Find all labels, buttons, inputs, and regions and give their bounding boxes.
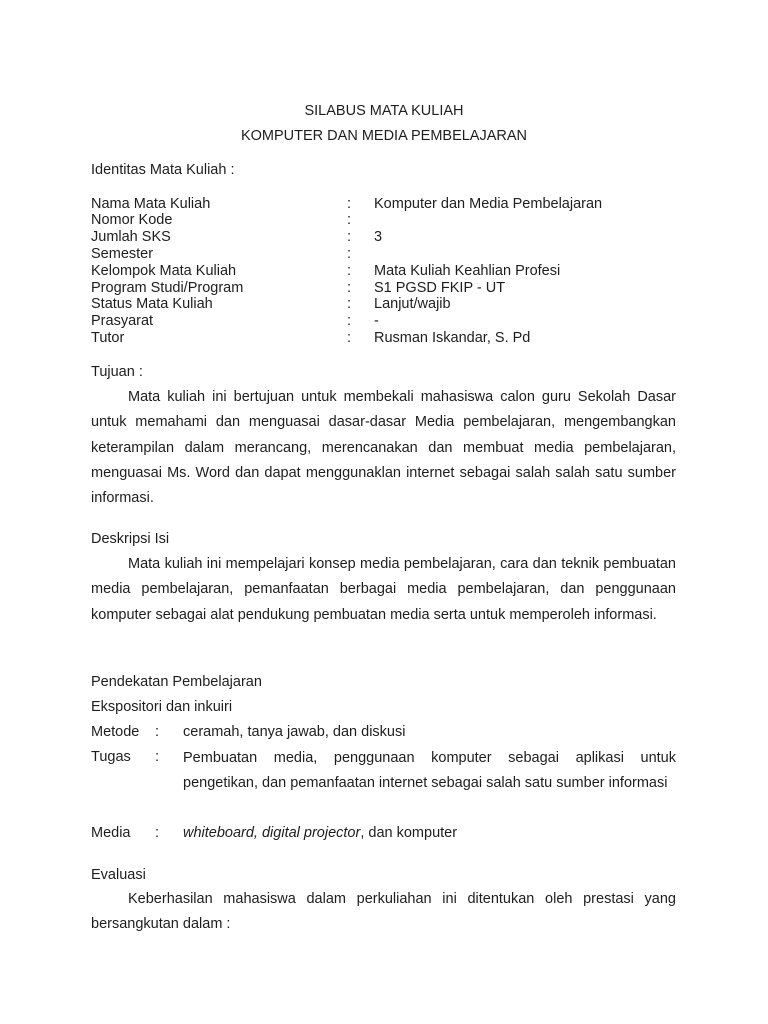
identitas-value: Mata Kuliah Keahlian Profesi <box>374 263 561 279</box>
identitas-row <box>91 280 691 297</box>
tugas-label: Tugas <box>91 749 131 765</box>
media-label: Media <box>91 825 131 841</box>
identitas-label: Program Studi/Program <box>91 280 244 296</box>
identitas-label: Kelompok Mata Kuliah <box>91 263 237 279</box>
identitas-label: Semester <box>91 246 154 262</box>
identitas-row <box>91 313 691 330</box>
identitas-colon: : <box>347 246 352 262</box>
media-colon: : <box>155 825 160 841</box>
evaluasi-text: Keberhasilan mahasiswa dalam perkuliahan ini ditentukan oleh prestasi yang bersangkutan dalam : <box>91 891 676 933</box>
identitas-label: Prasyarat <box>91 313 154 329</box>
identitas-row <box>91 229 691 246</box>
metode-row <box>91 724 691 744</box>
tujuan-heading: Tujuan : <box>91 364 143 380</box>
identitas-colon: : <box>347 330 352 346</box>
identitas-colon: : <box>347 196 352 212</box>
identitas-heading: Identitas Mata Kuliah : <box>91 162 235 178</box>
deskripsi-text: Mata kuliah ini mempelajari konsep media pembelajaran, cara dan teknik pembuatan media pembelajaran, pemanfaatan berbagai media pembelajaran, dan penggunaan komputer sebagai alat pendukung pembuatan media serta untuk memperoleh informasi. <box>91 556 676 623</box>
identitas-label: Nomor Kode <box>91 212 173 228</box>
deskripsi-paragraph <box>91 552 676 628</box>
identitas-colon: : <box>347 296 352 312</box>
identitas-row <box>91 212 691 229</box>
identitas-colon: : <box>347 212 352 228</box>
identitas-label: Status Mata Kuliah <box>91 296 213 312</box>
tujuan-paragraph <box>91 385 676 511</box>
media-value-rest: , dan komputer <box>360 825 458 841</box>
media-value-italic: whiteboard, digital projector <box>183 825 361 841</box>
tugas-colon: : <box>155 749 160 765</box>
identitas-colon: : <box>347 313 352 329</box>
identitas-value: - <box>374 313 379 329</box>
document-title-line1: SILABUS MATA KULIAH <box>304 103 464 119</box>
media-row <box>91 825 691 845</box>
document-title-line2: KOMPUTER DAN MEDIA PEMBELAJARAN <box>240 128 528 144</box>
identitas-value: S1 PGSD FKIP - UT <box>374 280 506 296</box>
identitas-value: Rusman Iskandar, S. Pd <box>374 330 531 346</box>
identitas-value: Komputer dan Media Pembelajaran <box>374 196 603 212</box>
identitas-row <box>91 196 691 213</box>
identitas-value: Lanjut/wajib <box>374 296 451 312</box>
identitas-colon: : <box>347 229 352 245</box>
identitas-value: 3 <box>374 229 383 245</box>
identitas-row <box>91 263 691 280</box>
metode-label: Metode <box>91 724 140 740</box>
identitas-label: Nama Mata Kuliah <box>91 196 211 212</box>
metode-value: ceramah, tanya jawab, dan diskusi <box>183 724 406 740</box>
identitas-row <box>91 246 691 263</box>
identitas-colon: : <box>347 280 352 296</box>
pendekatan-subheading: Ekspositori dan inkuiri <box>91 699 233 715</box>
identitas-row <box>91 330 691 347</box>
identitas-label: Jumlah SKS <box>91 229 171 245</box>
evaluasi-paragraph <box>91 887 676 938</box>
evaluasi-heading: Evaluasi <box>91 867 146 883</box>
identitas-colon: : <box>347 263 352 279</box>
identitas-row <box>91 296 691 313</box>
deskripsi-heading: Deskripsi Isi <box>91 531 170 547</box>
media-value <box>183 825 457 842</box>
tugas-value: Pembuatan media, penggunaan komputer sebagai aplikasi untuk pengetikan, dan pemanfaatan internet sebagai salah satu sumber informasi <box>183 750 676 791</box>
identitas-label: Tutor <box>91 330 125 346</box>
metode-colon: : <box>155 724 160 740</box>
pendekatan-heading: Pendekatan Pembelajaran <box>91 674 262 690</box>
tujuan-text: Mata kuliah ini bertujuan untuk membekali mahasiswa calon guru Sekolah Dasar untuk memahami dan menguasai dasar-dasar Media pembelajaran, mengembangkan keterampilan dalam merancang, merencanakan dan membuat media pembelajaran, menguasai Ms. Word dan dapat menggunaklan internet sebagai salah salah satu sumber informasi. <box>91 389 676 507</box>
